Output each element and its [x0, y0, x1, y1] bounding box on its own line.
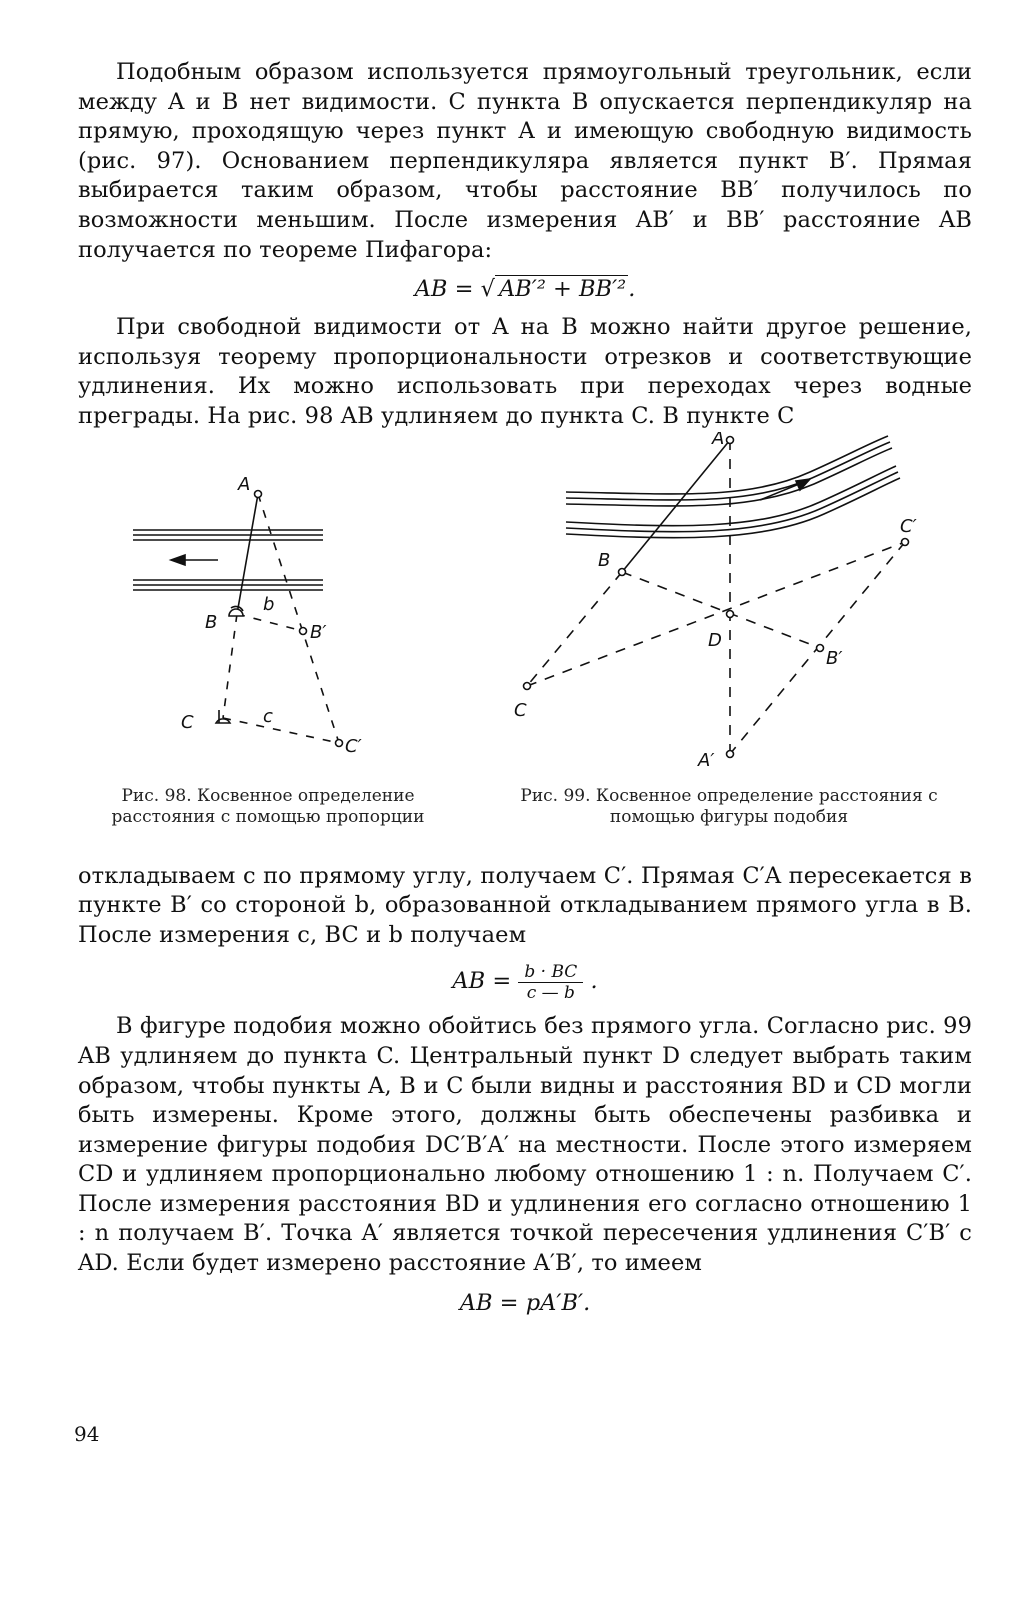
fig98-label-b: b	[263, 593, 275, 615]
fig99-caption: Рис. 99. Косвенное определение расстояния с помощью фигуры подобия	[520, 785, 938, 827]
fig99-label-Ap: A′	[698, 749, 715, 771]
formula-scale: AB = pA′B′.	[459, 1289, 591, 1316]
formula2-lhs: AB =	[452, 968, 519, 995]
formula-pythagoras: AB = √ AB′² + BB′².	[414, 276, 636, 303]
paragraph-2: При свободной видимости от A на B можно найти другое решение, используя теорему пропорциональности отрезков и соответствующие удлинения. Их можно использовать при переходах через водные преграды. На рис. 98 AB удлиняем до пункта C. В пункте C	[78, 314, 972, 429]
fig98-caption: Рис. 98. Косвенное определение расстояния с помощью пропорции	[111, 785, 425, 827]
formula-radicand: AB′² + BB′²	[495, 275, 628, 302]
fig99-label-B: B	[598, 549, 611, 571]
fig99-label-D: D	[708, 629, 722, 651]
fig99-label-Cp: C′	[900, 515, 917, 537]
page-content	[78, 58, 972, 1327]
fig98-label-B: B	[205, 611, 218, 633]
paragraph-4: В фигуре подобия можно обойтись без прямого угла. Согласно рис. 99 AB удлиняем до пункта C. Центральный пункт D следует выбрать таким образом, чтобы пункты A, B и C были видны и расстояния BD и CD могли быть измерены. Кроме этого, должны быть обеспечены разбивка и измерение фигуры подобия DC′B′A′ на местности. После этого измеряем CD и удлиняем пропорционально любому отношению 1 : n. Получаем C′. После измерения расстояния BD и удлинения его согласно отношению 1 : n получаем B′. Точка A′ является точкой пересечения удлинения C′B′ с AD. Если будет измерено расстояние A′B′, то имеем	[78, 1013, 972, 1277]
fig98-label-A: A	[238, 473, 251, 495]
figure-98	[113, 438, 443, 768]
formula-end: .	[628, 276, 636, 303]
fig99-label-C: C	[514, 699, 527, 721]
fig98-label-Cp: C′	[345, 735, 362, 757]
fig98-label-C: C	[181, 711, 194, 733]
page-number: 94	[74, 1422, 100, 1446]
formula-lhs: AB =	[414, 276, 481, 303]
formula2-numerator: b · BC	[518, 962, 583, 983]
figures-row	[78, 432, 972, 862]
paragraph-3: откладываем c по прямому углу, получаем C′. Прямая C′A пересекается в пункте B′ со стороной b, образованной откладыванием прямого угла в B. После измерения c, BC и b получаем	[78, 862, 972, 948]
formula2-denominator: c — b	[526, 982, 575, 1003]
fig98-label-Bp: B′	[310, 621, 327, 643]
fig99-label-A: A	[712, 431, 725, 449]
figure-99	[498, 432, 978, 782]
fig99-label-Bp: B′	[826, 647, 843, 669]
fig98-label-c: c	[263, 705, 273, 727]
formula2-fraction	[518, 962, 583, 1003]
formula-proportion	[78, 950, 972, 1012]
formula2-end: .	[590, 968, 598, 995]
paragraph-1: Подобным образом используется прямоугольный треугольник, если между A и B нет видимости. С пункта B опускается перпендикуляр на прямую, проходящую через пункт A и имеющую свободную видимость (рис. 97). Основанием перпендикуляра является пункт B′. Прямая выбирается таким образом, чтобы расстояние BB′ получилось по возможности меньшим. После измерения AB′ и BB′ расстояние AB получается по теореме Пифагора:	[78, 59, 972, 263]
